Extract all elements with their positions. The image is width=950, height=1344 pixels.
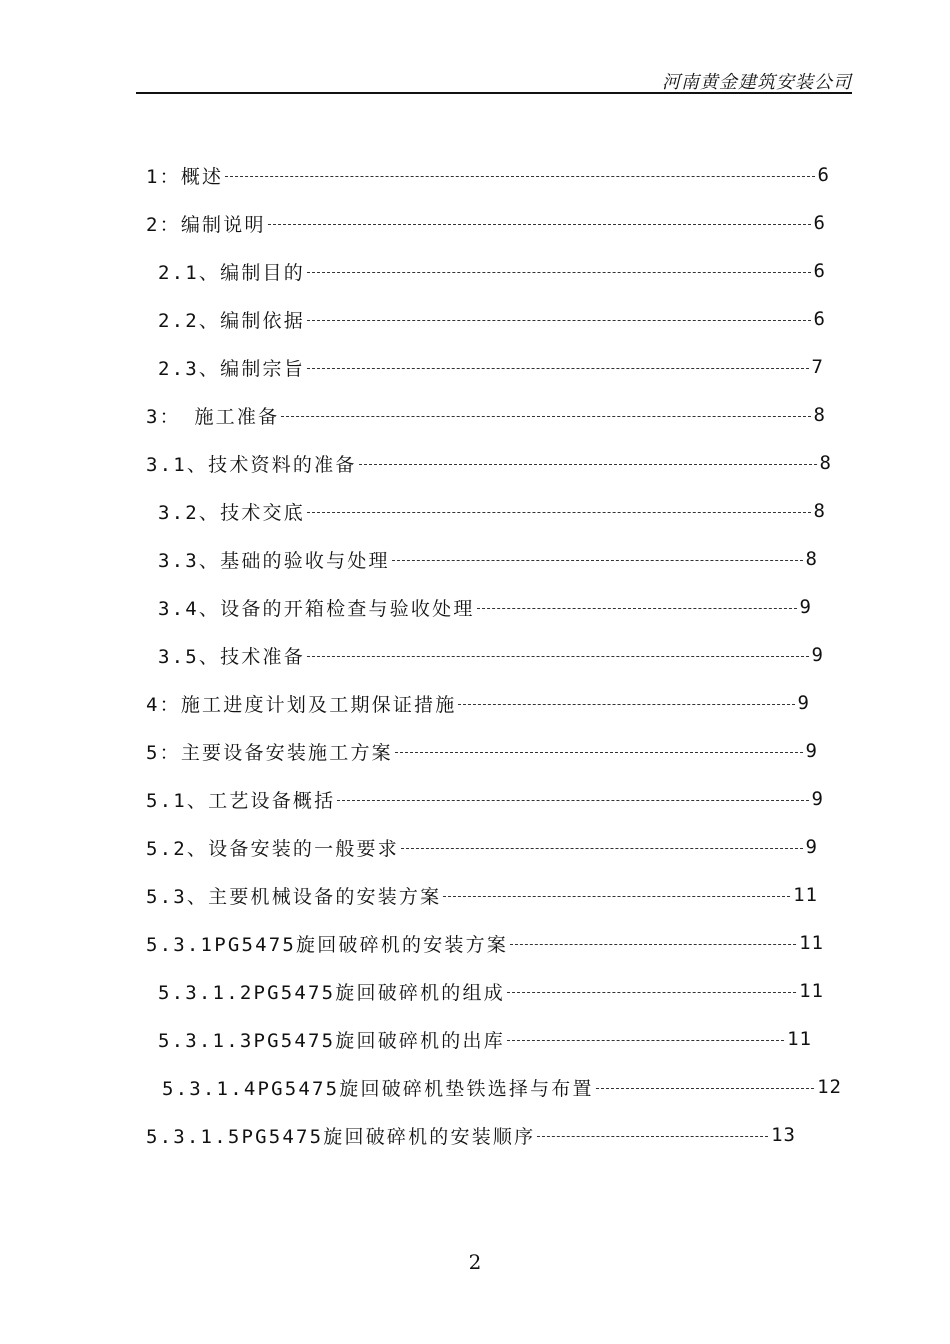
- toc-entry-2-3[interactable]: [158, 352, 824, 382]
- toc-entry-label: 5.3.1PG5475旋回破碎机的安装方案: [146, 933, 509, 956]
- toc-entry-5[interactable]: [146, 736, 818, 766]
- toc-entry-label: 5.2、设备安装的一般要求: [146, 837, 399, 860]
- toc-entry-label: 2.1、编制目的: [158, 261, 305, 284]
- toc-entry-label: 5：主要设备安装施工方案: [146, 741, 393, 764]
- toc-dot-leader: [307, 656, 809, 657]
- toc-dot-leader: [337, 800, 808, 801]
- toc-dot-leader: [507, 1040, 784, 1041]
- toc-dot-leader: [392, 560, 803, 561]
- toc-entry-5-3-1-5[interactable]: [146, 1120, 796, 1150]
- toc-dot-leader: [510, 944, 796, 945]
- toc-dot-leader: [395, 752, 803, 753]
- toc-dot-leader: [537, 1136, 768, 1137]
- toc-entry-label: 5.3.1.5PG5475旋回破碎机的安装顺序: [146, 1125, 536, 1148]
- toc-entry-page: 6: [813, 212, 826, 234]
- toc-entry-3-1[interactable]: [146, 448, 832, 478]
- toc-entry-page: 9: [811, 788, 824, 810]
- page-number: 2: [468, 1250, 482, 1274]
- toc-entry-page: 9: [799, 596, 812, 618]
- toc-dot-leader: [225, 176, 814, 177]
- toc-entry-5-1[interactable]: [146, 784, 824, 814]
- toc-entry-5-3-1-2[interactable]: [158, 976, 824, 1006]
- toc-entry-label: 5.3.1.3PG5475旋回破碎机的出库: [158, 1029, 505, 1052]
- toc-entry-page: 8: [819, 452, 832, 474]
- toc-entry-page: 11: [793, 884, 818, 906]
- toc-entry-1[interactable]: [146, 160, 830, 190]
- toc-entry-page: 6: [813, 260, 826, 282]
- toc-entry-page: 13: [771, 1124, 796, 1146]
- toc-entry-3[interactable]: [146, 400, 826, 430]
- toc-entry-5-3-1[interactable]: [146, 928, 824, 958]
- toc-dot-leader: [307, 272, 811, 273]
- toc-entry-label: 5.3、主要机械设备的安装方案: [146, 885, 442, 908]
- toc-dot-leader: [268, 224, 811, 225]
- toc-entry-5-2[interactable]: [146, 832, 818, 862]
- toc-entry-3-5[interactable]: [158, 640, 824, 670]
- toc-entry-label: 1：概述: [146, 165, 224, 188]
- toc-dot-leader: [507, 992, 796, 993]
- toc-entry-3-3[interactable]: [158, 544, 818, 574]
- toc-entry-page: 8: [813, 404, 826, 426]
- toc-entry-label: 3.3、基础的验收与处理: [158, 549, 390, 572]
- toc-dot-leader: [477, 608, 797, 609]
- toc-entry-label: 5.3.1.4PG5475旋回破碎机垫铁选择与布置: [162, 1077, 594, 1100]
- toc-dot-leader: [458, 704, 794, 705]
- toc-entry-page: 7: [811, 356, 824, 378]
- toc-entry-page: 9: [805, 836, 818, 858]
- toc-entry-page: 9: [811, 644, 824, 666]
- toc-entry-4[interactable]: [146, 688, 810, 718]
- toc-entry-page: 6: [817, 164, 830, 186]
- toc-entry-2-1[interactable]: [158, 256, 826, 286]
- toc-entry-page: 8: [813, 500, 826, 522]
- toc-entry-label: 3.4、设备的开箱检查与验收处理: [158, 597, 475, 620]
- toc-dot-leader: [307, 512, 811, 513]
- toc-entry-label: 3.5、技术准备: [158, 645, 305, 668]
- toc-entry-label: 2.3、编制宗旨: [158, 357, 305, 380]
- toc-entry-page: 11: [787, 1028, 812, 1050]
- toc-entry-2[interactable]: [146, 208, 826, 238]
- toc-dot-leader: [443, 896, 790, 897]
- toc-entry-page: 8: [805, 548, 818, 570]
- toc-entry-label: 4：施工进度计划及工期保证措施: [146, 693, 457, 716]
- toc-entry-2-2[interactable]: [158, 304, 826, 334]
- toc-entry-label: 3.2、技术交底: [158, 501, 305, 524]
- toc-entry-page: 6: [813, 308, 826, 330]
- toc-entry-label: 2：编制说明: [146, 213, 266, 236]
- toc-entry-page: 9: [797, 692, 810, 714]
- toc-dot-leader: [281, 416, 810, 417]
- toc-entry-5-3-1-4[interactable]: [162, 1072, 842, 1102]
- toc-entry-3-4[interactable]: [158, 592, 812, 622]
- toc-entry-page: 9: [805, 740, 818, 762]
- header-company-name: 河南黄金建筑安装公司: [662, 72, 852, 93]
- toc-entry-5-3-1-3[interactable]: [158, 1024, 812, 1054]
- toc-entry-5-3[interactable]: [146, 880, 818, 910]
- toc-entry-3-2[interactable]: [158, 496, 826, 526]
- toc-dot-leader: [359, 464, 817, 465]
- toc-entry-label: 2.2、编制依据: [158, 309, 305, 332]
- toc-entry-label: 5.3.1.2PG5475旋回破碎机的组成: [158, 981, 505, 1004]
- toc-dot-leader: [596, 1088, 814, 1089]
- toc-entry-page: 11: [799, 932, 824, 954]
- toc-entry-page: 12: [817, 1076, 842, 1098]
- toc-dot-leader: [307, 320, 811, 321]
- toc-entry-label: 3： 施工准备: [146, 405, 280, 428]
- toc-dot-leader: [401, 848, 803, 849]
- toc-entry-label: 3.1、技术资料的准备: [146, 453, 357, 476]
- toc-dot-leader: [307, 368, 809, 369]
- toc-entry-page: 11: [799, 980, 824, 1002]
- toc-entry-label: 5.1、工艺设备概括: [146, 789, 336, 812]
